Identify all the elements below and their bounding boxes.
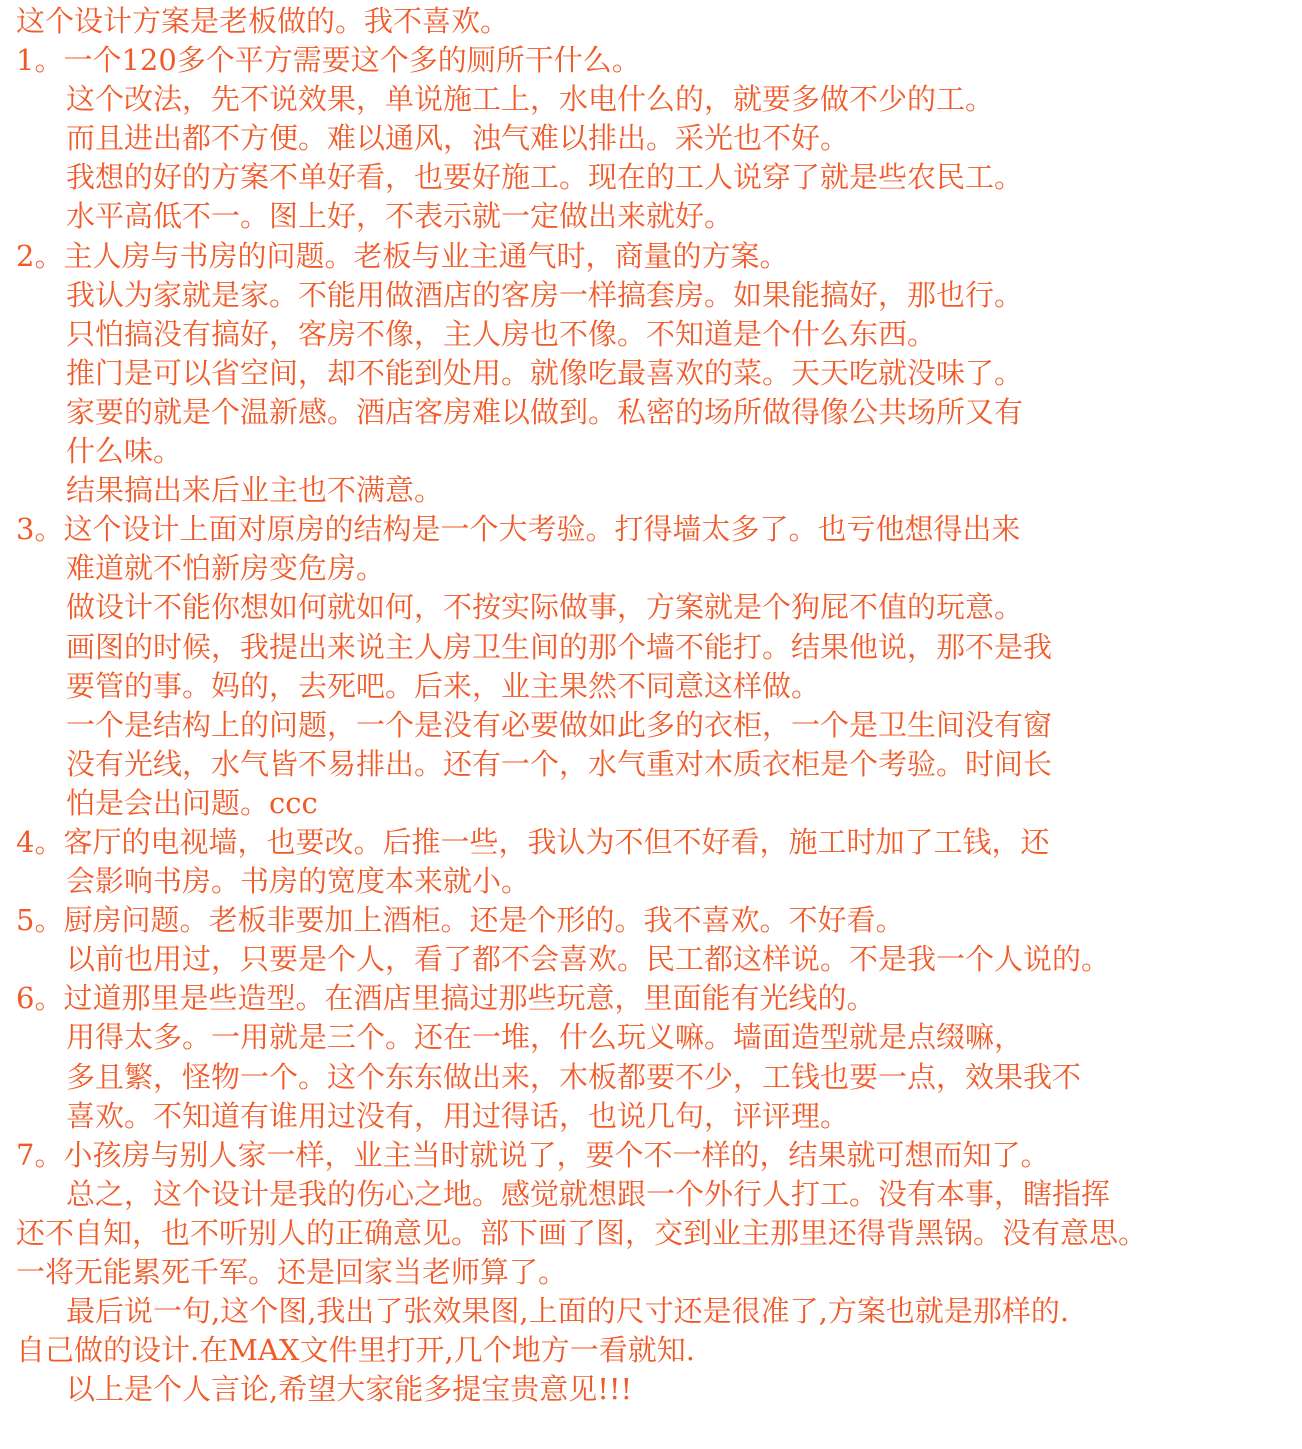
text-line: 这个改法，先不说效果，单说施工上，水电什么的，就要多做不少的工。 [66,82,995,117]
text-line: 画图的时候，我提出来说主人房卫生间的那个墙不能打。结果他说，那不是我 [66,629,1053,664]
text-line: 还不自知，也不听别人的正确意见。部下画了图，交到业主那里还得背黑锅。没有意思。 [16,1215,1148,1250]
text-line: 一将无能累死千军。还是回家当老师算了。 [16,1255,568,1289]
text-line: 自己做的设计.在MAX文件里打开,几个地方一看就知. [16,1333,695,1368]
text-line: 1。一个120多个平方需要这个多的厕所干什么。 [16,43,641,78]
text-line: 我想的好的方案不单好看，也要好施工。现在的工人说穿了就是些农民工。 [66,160,1024,195]
text-line: 没有光线，水气皆不易排出。还有一个，水气重对木质衣柜是个考验。时间长 [66,746,1053,781]
document-body [16,2,1296,1409]
text-line: 这个设计方案是老板做的。我不喜欢。 [16,4,510,38]
text-line: 要管的事。妈的，去死吧。后来，业主果然不同意这样做。 [66,668,821,703]
text-line: 多且繁，怪物一个。这个东东做出来，木板都要不少，工钱也要一点，效果我不 [66,1059,1082,1094]
text-line: 只怕搞没有搞好，客房不像，主人房也不像。不知道是个什么东西。 [66,316,937,351]
text-line: 而且进出都不方便。难以通风，浊气难以排出。采光也不好。 [66,121,850,156]
text-line: 会影响书房。书房的宽度本来就小。 [66,864,531,899]
text-line: 4。客厅的电视墙，也要改。后推一些，我认为不但不好看，施工时加了工钱，还 [16,824,1050,859]
text-line: 推门是可以省空间，却不能到处用。就像吃最喜欢的菜。天天吃就没味了。 [66,355,1024,390]
text-line: 6。过道那里是些造型。在酒店里搞过那些玩意，里面能有光线的。 [16,981,876,1016]
text-line: 最后说一句,这个图,我出了张效果图,上面的尺寸还是很准了,方案也就是那样的. [66,1294,1070,1329]
text-line: 结果搞出来后业主也不满意。 [66,473,444,508]
text-line: 3。这个设计上面对原房的结构是一个大考验。打得墙太多了。也亏他想得出来 [16,512,1021,547]
text-line: 家要的就是个温新感。酒店客房难以做到。私密的场所做得像公共场所又有 [66,394,1024,429]
text-line: 难道就不怕新房变危房。 [66,551,386,586]
text-line: 2。主人房与书房的问题。老板与业主通气时，商量的方案。 [16,238,789,273]
text-line: 7。小孩房与别人家一样，业主当时就说了，要个不一样的，结果就可想而知了。 [16,1137,1050,1172]
text-line: 喜欢。不知道有谁用过没有，用过得话，也说几句，评评理。 [66,1098,850,1133]
text-line: 我认为家就是家。不能用做酒店的客房一样搞套房。如果能搞好，那也行。 [66,277,1024,312]
text-line: 以上是个人言论,希望大家能多提宝贵意见!!! [66,1372,633,1407]
text-line: 怕是会出问题。ccc [66,785,318,820]
text-line: 做设计不能你想如何就如何，不按实际做事，方案就是个狗屁不值的玩意。 [66,590,1024,625]
text-line: 以前也用过，只要是个人，看了都不会喜欢。民工都这样说。不是我一个人说的。 [66,942,1111,977]
text-line: 什么味。 [66,434,183,469]
text-line: 5。厨房问题。老板非要加上酒柜。还是个形的。我不喜欢。不好看。 [16,903,905,938]
text-line: 总之，这个设计是我的伤心之地。感觉就想跟一个外行人打工。没有本事，瞎指挥 [66,1176,1111,1211]
text-line: 用得太多。一用就是三个。还在一堆，什么玩义嘛。墙面造型就是点缀嘛， [66,1020,1024,1055]
text-line: 水平高低不一。图上好，不表示就一定做出来就好。 [66,199,734,234]
text-line: 一个是结构上的问题，一个是没有必要做如此多的衣柜，一个是卫生间没有窗 [66,707,1053,742]
